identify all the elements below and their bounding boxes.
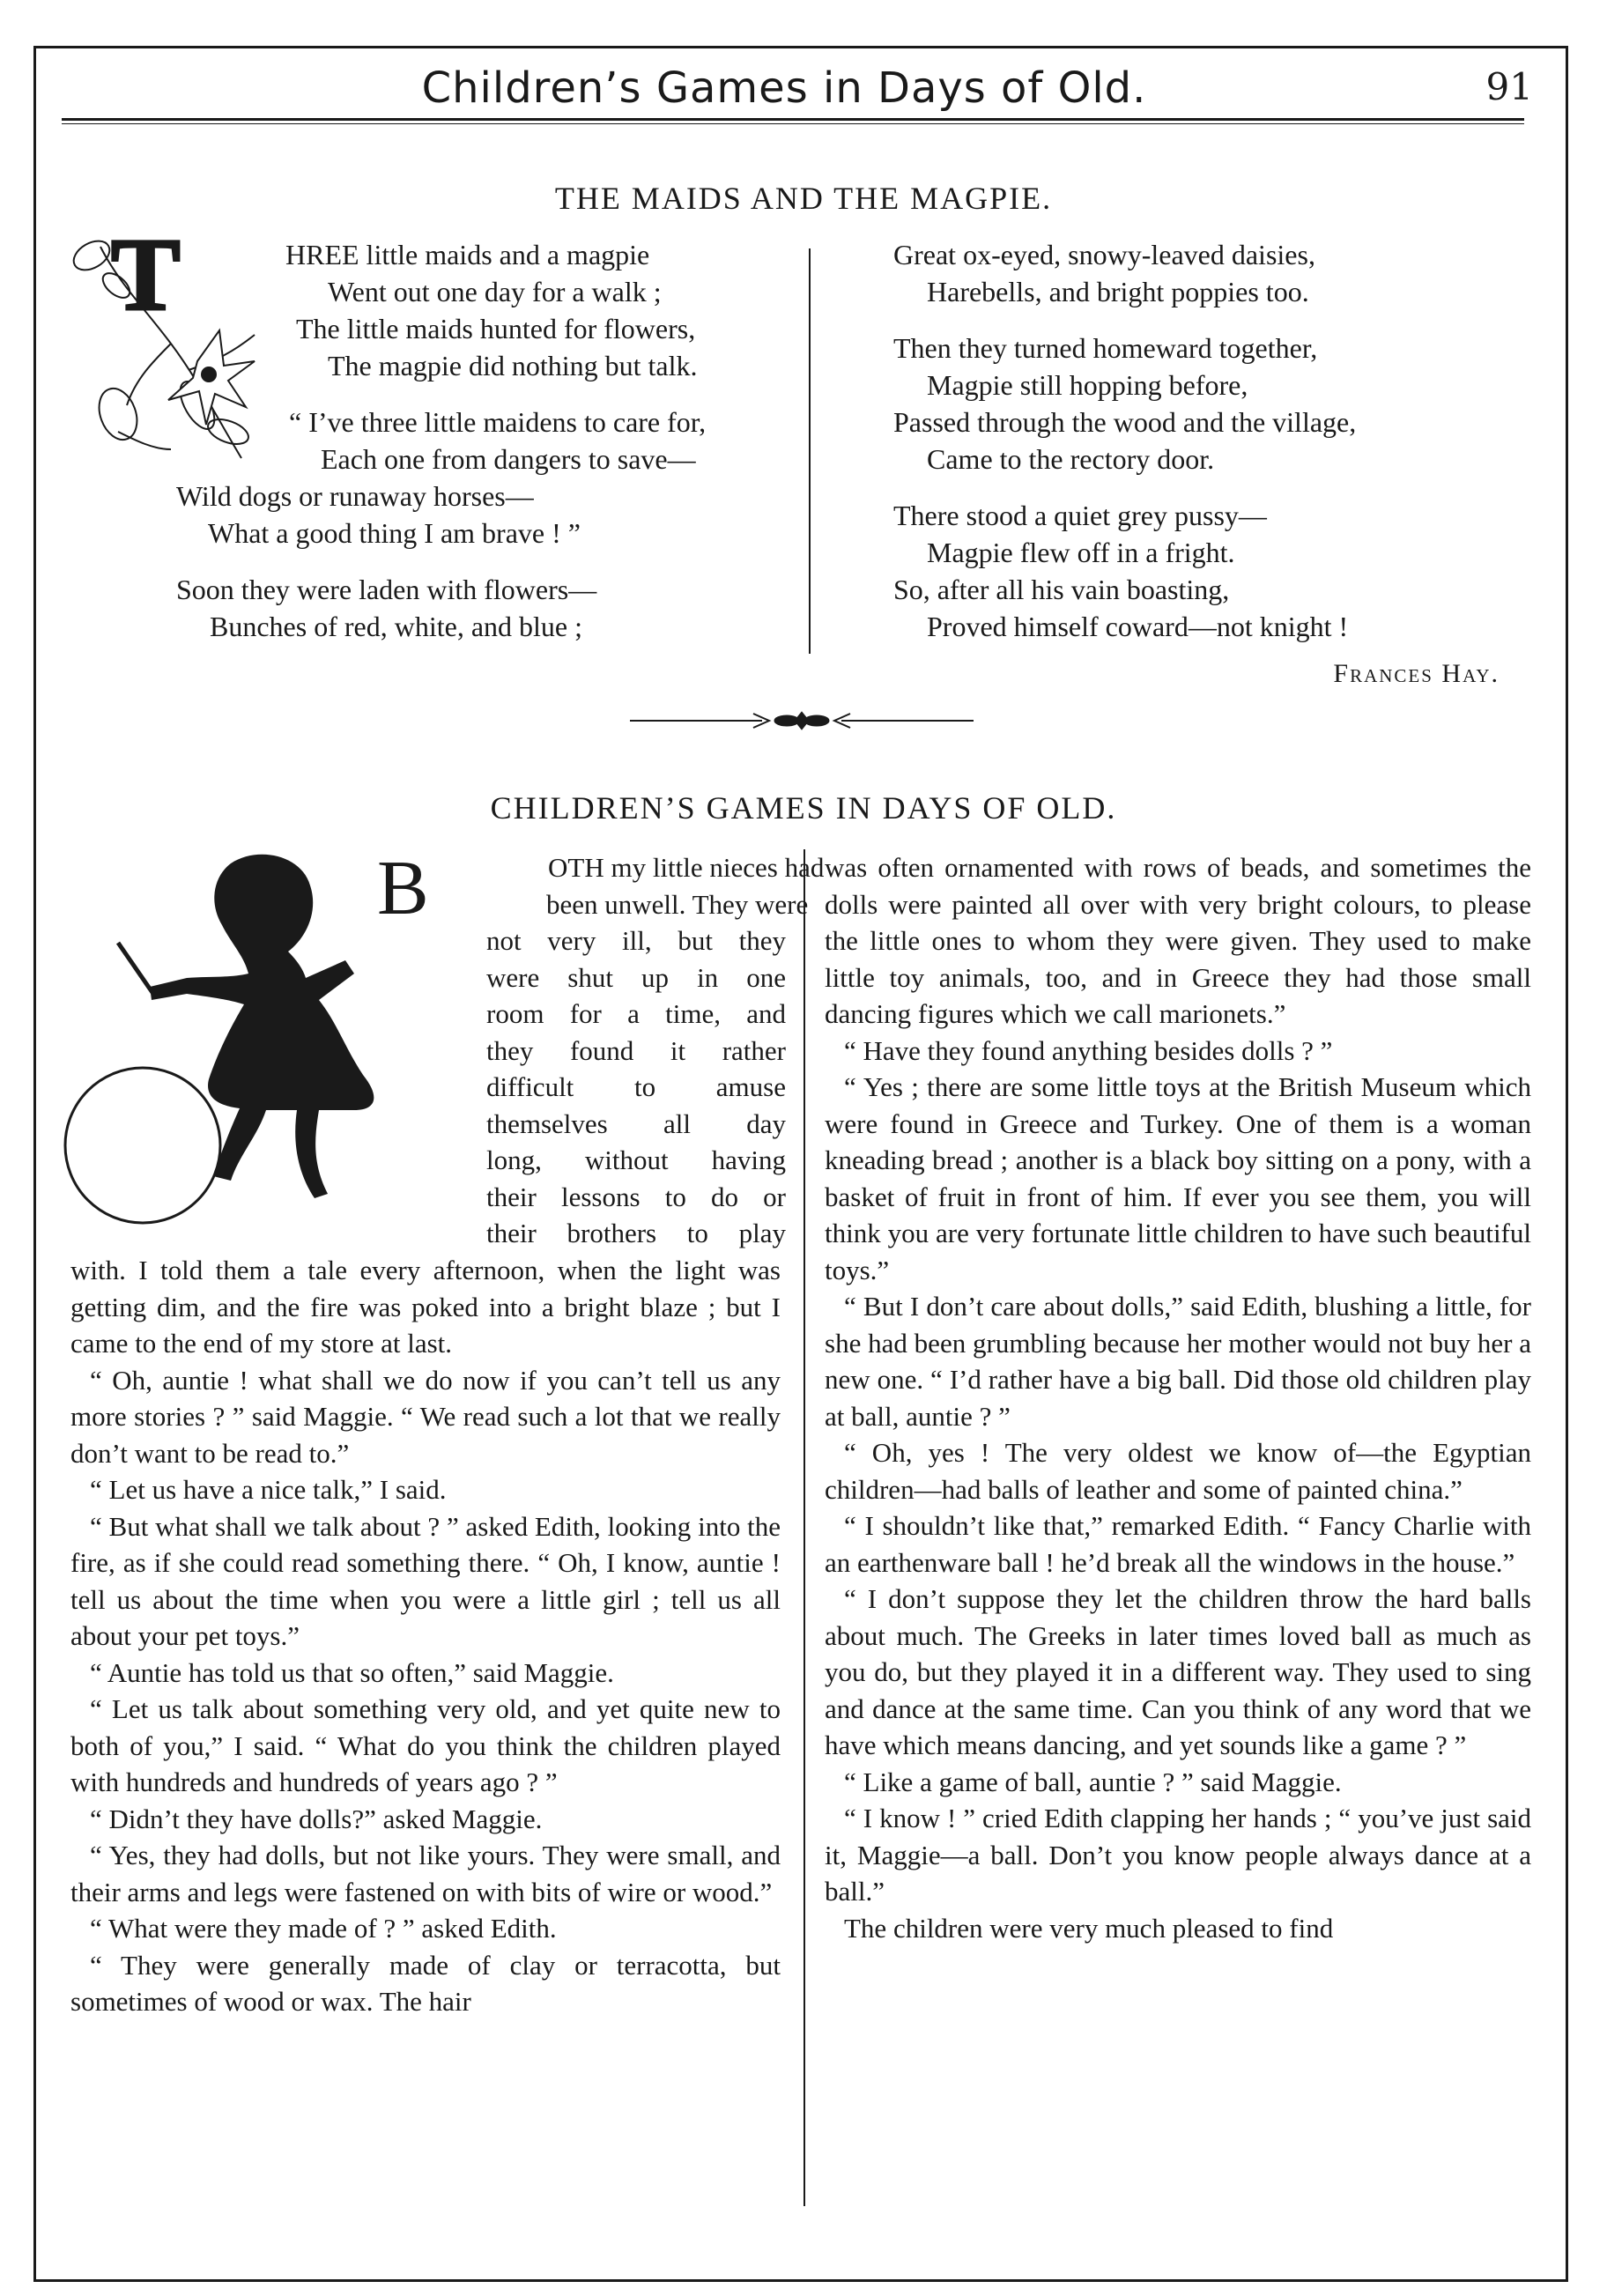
poem-line: “ I’ve three little maidens to care for, <box>289 406 707 438</box>
article-paragraph: “ Yes ; there are some little toys at the British Museum which were found in Greece and Turkey. One of them is a woman kneading bread ; another is a black boy sitting on a pony, with a basket of fruit in front of him. If ever you see them, you will think you are very fortunate little children to have such beautiful toys.” <box>825 1071 1531 1285</box>
article-paragraph: “ Have they found anything besides dolls ? ” <box>844 1034 1333 1066</box>
poem-left-column <box>176 236 706 664</box>
article-paragraph: “ Oh, auntie ! what shall we do now if you can’t tell us any more stories ? ” said Maggie. “ We read such a lot that we really don’t want to be read to.” <box>70 1364 781 1469</box>
poem-line: Bunches of red, white, and blue ; <box>210 611 582 642</box>
wrap-line: long, without having <box>486 1144 786 1175</box>
poem-stanza <box>176 404 706 552</box>
header-rule <box>62 118 1524 121</box>
poem-right-column <box>893 236 1356 664</box>
article-paragraph: “ But what shall we talk about ? ” asked Edith, looking into the fire, as if she could read something there. “ Oh, I know, auntie ! tell us about the time when you were a little girl ; tell us all about your pet toys.” <box>70 1510 781 1651</box>
poem-stanza <box>893 236 1356 310</box>
poem-line: Magpie flew off in a fright. <box>927 537 1235 568</box>
wrap-line: they found it rather <box>486 1034 786 1066</box>
article-paragraph: “ But I don’t care about dolls,” said Edith, blushing a little, for she had been grumbling because her mother would not buy her a new one. “ I’d rather have a big ball. Did those old children play at ball, auntie ? ” <box>825 1291 1531 1432</box>
poem-line: Soon they were laden with flowers— <box>176 574 597 605</box>
wrap-line: difficult to amuse <box>486 1071 786 1102</box>
poem-line: HREE little maids and a magpie <box>285 239 650 270</box>
article-left-column <box>70 1252 781 2020</box>
poem-line: Came to the rectory door. <box>927 443 1215 475</box>
poem-stanza <box>893 330 1356 478</box>
poem-line: Passed through the wood and the village, <box>893 406 1357 438</box>
article-paragraph: “ Let us talk about something very old, and yet quite new to both of you,” I said. “ What do you think the children played with hundreds and hundreds of years ago ? ” <box>70 1693 781 1797</box>
poem-line: So, after all his vain boasting, <box>893 574 1230 605</box>
article-paragraph: “ Didn’t they have dolls?” asked Maggie. <box>90 1803 543 1834</box>
running-title: Children’s Games in Days of Old. <box>421 63 1147 113</box>
article-wrap-text <box>486 849 825 1252</box>
wrap-line: their lessons to do or <box>486 1181 786 1212</box>
poem-stanza <box>176 236 706 384</box>
wrap-line: not very ill, but they <box>486 925 786 956</box>
article-right-column <box>825 849 1531 1946</box>
wrap-line: OTH my little nieces had <box>548 852 825 883</box>
poem-line: Wild dogs or runaway horses— <box>176 480 534 512</box>
wrap-line: been unwell. They were <box>546 888 809 920</box>
article-paragraph: “ Yes, they had dolls, but not like yours. They were small, and their arms and legs were fastened on with bits of wire or wood.” <box>70 1840 781 1907</box>
wrap-line: themselves all day <box>486 1107 786 1139</box>
poem-line: Then they turned homeward together, <box>893 332 1318 364</box>
article-paragraph: was often ornamented with rows of beads, and sometimes the dolls were painted all over with very bright colours, to please the little ones to whom they were given. They used to make little toy animals, too, and in Greece they had those small dancing figures which we call marionets.” <box>825 852 1531 1029</box>
article-paragraph: “ Oh, yes ! The very oldest we know of—the Egyptian children—had balls of leather and some of painted china.” <box>825 1437 1531 1505</box>
wrap-line: room for a time, and <box>486 998 786 1029</box>
wrap-line: were shut up in one <box>486 961 786 993</box>
wrap-line: their brothers to play <box>486 1218 786 1248</box>
article-paragraph: The children were very much pleased to find <box>844 1912 1334 1944</box>
poem-line: Great ox-eyed, snowy-leaved daisies, <box>893 239 1315 270</box>
article-paragraph: “ I know ! ” cried Edith clapping her hands ; “ you’ve just said it, Maggie—a ball. Don’t you know people always dance at a ball.” <box>825 1803 1531 1907</box>
poem-stanza <box>893 497 1356 645</box>
article-paragraph: “ Let us have a nice talk,” I said. <box>90 1474 447 1505</box>
poem-line: The little maids hunted for flowers, <box>296 313 696 344</box>
article-paragraph: “ I shouldn’t like that,” remarked Edith. “ Fancy Charlie with an earthenware ball ! he’d break all the windows in the house.” <box>825 1510 1531 1578</box>
page-number: 91 <box>1485 65 1533 108</box>
poem-drop-cap-letter: T <box>111 217 181 332</box>
header-rule-thin <box>62 123 1524 124</box>
article-paragraph: “ What were they made of ? ” asked Edith. <box>90 1913 557 1944</box>
article-paragraph: “ They were generally made of clay or terracotta, but sometimes of wood or wax. The hair <box>70 1949 781 2017</box>
poem-author: Frances Hay. <box>1333 659 1500 688</box>
article-column-divider <box>804 849 805 2206</box>
article-paragraph: “ Auntie has told us that so often,” said Maggie. <box>90 1656 614 1688</box>
poem-line: Proved himself coward—not knight ! <box>927 611 1349 642</box>
section-divider-ornament <box>630 703 974 738</box>
poem-line: There stood a quiet grey pussy— <box>893 500 1267 531</box>
article-title: CHILDREN’S GAMES IN DAYS OF OLD. <box>490 790 1117 826</box>
article-paragraph: “ Like a game of ball, auntie ? ” said Maggie. <box>844 1766 1342 1797</box>
article-paragraph: “ I don’t suppose they let the children throw the hard balls about much. The Greeks in later times loved ball as much as you do, but they played it in a different way. They used to sing and dance at the same time. Can you think of any word that we have which means dancing, and yet sounds like a game ? ” <box>825 1583 1531 1760</box>
poem-line: What a good thing I am brave ! ” <box>208 517 581 549</box>
article-paragraph: with. I told them a tale every afternoon, when the light was getting dim, and the fire was poked into a bright blaze ; but I came to the end of my store at last. <box>70 1255 781 1359</box>
poem-line: Each one from dangers to save— <box>321 443 696 475</box>
poem-column-divider <box>809 248 811 654</box>
poem-stanza <box>176 571 706 645</box>
poem-line: The magpie did nothing but talk. <box>328 350 698 381</box>
poem-line: Harebells, and bright poppies too. <box>927 276 1309 307</box>
poem-title: THE MAIDS AND THE MAGPIE. <box>554 181 1053 216</box>
poem-line: Went out one day for a walk ; <box>328 276 662 307</box>
article-drop-cap: B <box>377 846 429 931</box>
poem-line: Magpie still hopping before, <box>927 369 1248 401</box>
